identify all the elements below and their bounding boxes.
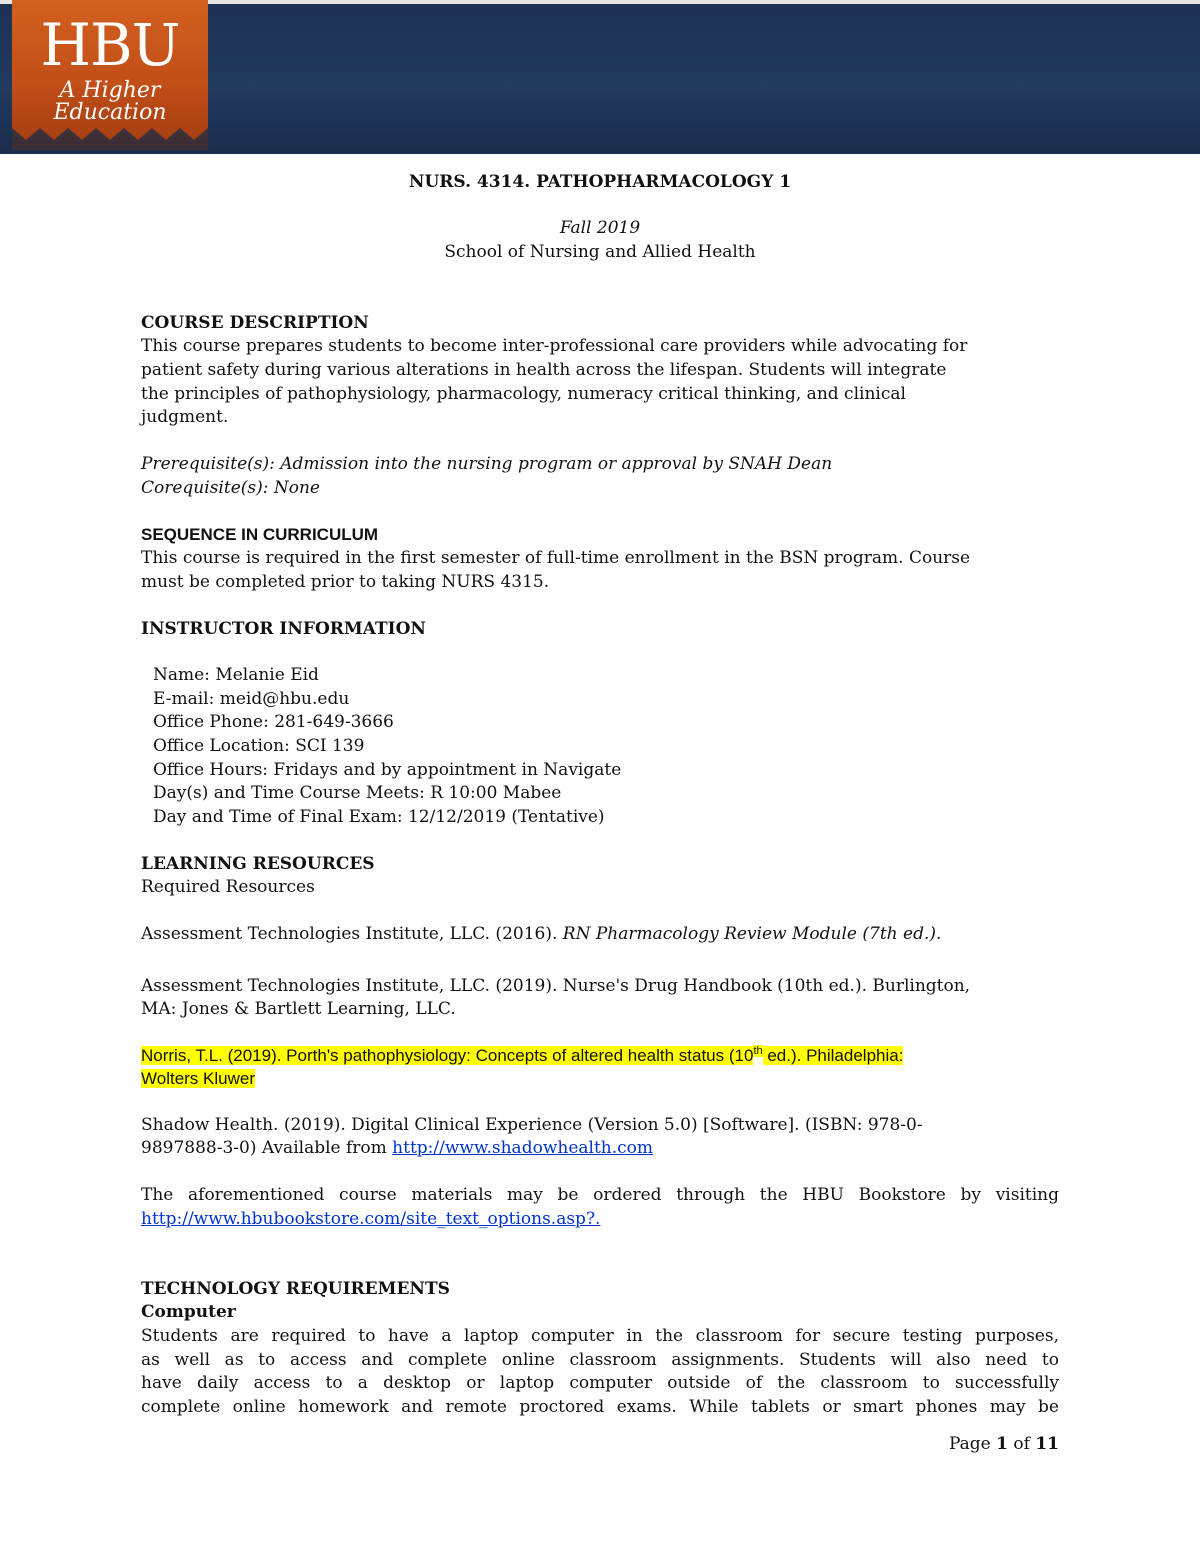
course-description-line: judgment.	[141, 407, 229, 427]
page-footer	[141, 1434, 1059, 1454]
technology-heading: TECHNOLOGY REQUIREMENTS	[141, 1279, 450, 1299]
course-description-line: the principles of pathophysiology, pharmacology, numeracy critical thinking, and clinical	[141, 384, 906, 404]
technology-line: complete online homework and remote proctored exams. While tablets or smart phones may be	[141, 1397, 1059, 1417]
required-resources-subheading: Required Resources	[141, 877, 315, 897]
logo-title: HBU	[40, 11, 180, 79]
highlighted-reference: ed.). Philadelphia:	[762, 1046, 904, 1065]
term: Fall 2019	[559, 218, 641, 238]
reference-ati-pharmacology	[141, 922, 941, 946]
learning-resources-heading: LEARNING RESOURCES	[141, 854, 375, 874]
page-of-label: of	[1007, 1434, 1036, 1454]
instructor-heading: INSTRUCTOR INFORMATION	[141, 619, 426, 639]
reference-shadow-health-line: Shadow Health. (2019). Digital Clinical Experience (Version 5.0) [Software]. (ISBN: 978-0-	[141, 1115, 923, 1135]
reference-title: RN Pharmacology Review Module (7th ed.).	[562, 924, 942, 944]
instructor-office-hours: Office Hours: Fridays and by appointment in Navigate	[153, 760, 622, 780]
technology-line: have daily access to a desktop or laptop computer outside of the classroom to successfully	[141, 1373, 1059, 1393]
highlighted-reference: Wolters Kluwer	[141, 1069, 255, 1088]
reference-shadow-health-line	[141, 1136, 653, 1160]
reference-drug-handbook-line: MA: Jones & Bartlett Learning, LLC.	[141, 999, 456, 1019]
instructor-phone: Office Phone: 281-649-3666	[153, 712, 394, 732]
highlighted-reference: Norris, T.L. (2019). Porth's pathophysiology: Concepts of altered health status (10	[141, 1046, 754, 1065]
instructor-office-location: Office Location: SCI 139	[153, 736, 365, 756]
course-description-line: patient safety during various alterations in health across the lifespan. Students will integrate	[141, 360, 947, 380]
course-meeting-time: Day(s) and Time Course Meets: R 10:00 Mabee	[153, 783, 562, 803]
sequence-line: must be completed prior to taking NURS 4315.	[141, 572, 550, 592]
school-name: School of Nursing and Allied Health	[444, 242, 756, 262]
page-number: 1	[996, 1434, 1008, 1454]
prerequisites: Prerequisite(s): Admission into the nursing program or approval by SNAH Dean	[141, 454, 833, 474]
instructor-name: Name: Melanie Eid	[153, 665, 319, 685]
page-label: Page	[948, 1434, 997, 1454]
technology-line: as well as to access and complete online classroom assignments. Students will also need to	[141, 1350, 1059, 1370]
course-description-line: This course prepares students to become inter-professional care providers while advocating for	[141, 336, 968, 356]
bookstore-ordering-line	[141, 1207, 600, 1231]
instructor-email: E-mail: meid@hbu.edu	[153, 689, 350, 709]
reference-isbn: 9897888-3-0) Available from	[141, 1138, 393, 1158]
sequence-line: This course is required in the first semester of full-time enrollment in the BSN program. Course	[141, 548, 971, 568]
shadowhealth-link[interactable]: http://www.shadowhealth.com	[392, 1138, 654, 1158]
course-description-heading: COURSE DESCRIPTION	[141, 313, 369, 333]
logo-tagline: A Higher Education	[53, 78, 167, 125]
reference-author: Assessment Technologies Institute, LLC. (2016).	[141, 924, 563, 944]
sequence-heading: SEQUENCE IN CURRICULUM	[141, 525, 379, 544]
superscript: th	[753, 1045, 763, 1058]
bookstore-ordering-line: The aforementioned course materials may be ordered through the HBU Bookstore by visiting	[141, 1185, 1059, 1205]
reference-porth-line	[141, 1067, 255, 1091]
final-exam-time: Day and Time of Final Exam: 12/12/2019 (Tentative)	[153, 807, 605, 827]
computer-subheading: Computer	[141, 1302, 236, 1322]
reference-porth-line	[141, 1044, 903, 1068]
technology-line: Students are required to have a laptop computer in the classroom for secure testing purposes,	[141, 1326, 1059, 1346]
course-title: NURS. 4314. PATHOPHARMACOLOGY 1	[408, 172, 792, 192]
hbu-logo	[8, 0, 212, 170]
reference-drug-handbook-line: Assessment Technologies Institute, LLC. (2019). Nurse's Drug Handbook (10th ed.). Burlington,	[141, 976, 971, 996]
page-total: 11	[1035, 1434, 1059, 1454]
bookstore-link[interactable]: http://www.hbubookstore.com/site_text_options.asp?.	[141, 1209, 601, 1229]
corequisites: Corequisite(s): None	[141, 478, 320, 498]
